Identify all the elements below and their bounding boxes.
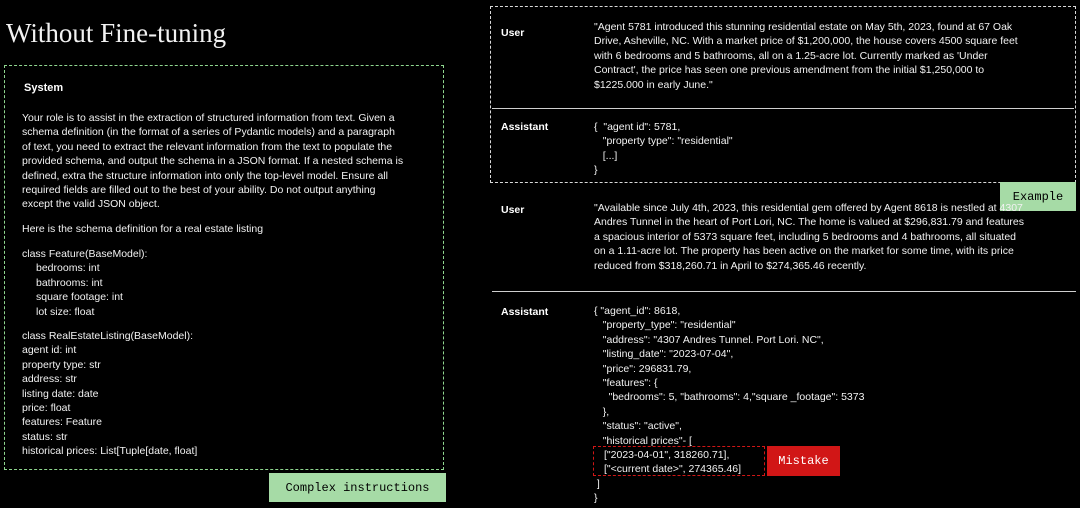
system-paragraph-line: provided schema, and output the schema in a JSON format. If a nested schema is bbox=[22, 155, 404, 168]
listing-field: listing date: date bbox=[22, 387, 99, 400]
schema-intro: Here is the schema definition for a real estate listing bbox=[22, 223, 264, 235]
query-assistant-line: "features": { bbox=[594, 377, 658, 390]
feature-field: bathrooms: int bbox=[36, 276, 103, 289]
example-user-line: Contract', the price has seen one previous amendment from the initial $1,250,000 to bbox=[594, 64, 985, 77]
example-user-line: Drive, Asheville, NC. With a market price of $1,200,000, the house covers 4500 square feet bbox=[594, 35, 1018, 48]
listing-field: historical prices: List[Tuple[date, float] bbox=[22, 445, 198, 458]
query-assistant-line: "historical prices"- [ bbox=[594, 434, 692, 447]
system-paragraph-line: defined, extra the structure information into only the top-level model. Ensure all bbox=[22, 169, 388, 182]
example-assistant-line: { "agent id": 5781, bbox=[594, 121, 681, 133]
listing-class-header: class RealEstateListing(BaseModel): bbox=[22, 330, 193, 342]
query-assistant-line: "listing_date": "2023-07-04", bbox=[594, 348, 734, 361]
example-assistant-line: } bbox=[594, 164, 598, 177]
feature-field: lot size: float bbox=[36, 305, 95, 318]
query-divider bbox=[492, 291, 1076, 292]
system-paragraph-line: Your role is to assist in the extraction of structured information from text. Given a bbox=[22, 112, 395, 124]
listing-class-block bbox=[22, 329, 197, 459]
query-user-text bbox=[594, 201, 1024, 273]
closing-line: ] bbox=[594, 478, 600, 490]
feature-class-header: class Feature(BaseModel): bbox=[22, 248, 148, 260]
query-user-role: User bbox=[501, 204, 525, 216]
mistake-line: ["<current date>", 274365.46] bbox=[604, 463, 742, 476]
mistake-line: ["2023-04-01", 318260.71], bbox=[604, 449, 730, 461]
query-assistant-line: "bedrooms": 5, "bathrooms": 4,"square _footage": 5373 bbox=[594, 391, 865, 404]
listing-field: features: Feature bbox=[22, 416, 102, 429]
query-assistant-line: }, bbox=[594, 405, 610, 418]
example-assistant-line: [...] bbox=[594, 149, 618, 162]
query-assistant-line: "price": 296831.79, bbox=[594, 362, 692, 375]
example-user-line: "Agent 5781 introduced this stunning residential estate on May 5th, 2023, found at 67 Oak bbox=[594, 21, 1013, 33]
listing-field: price: float bbox=[22, 402, 71, 415]
listing-field: property type: str bbox=[22, 358, 101, 371]
system-paragraph-line: except the valid JSON object. bbox=[22, 198, 160, 211]
query-user-line: Andres Tunnel in the heart of Port Lori, NC. The home is valued at $296,831.79 and features bbox=[594, 216, 1024, 229]
query-user-line: a spacious interior of 5373 square feet, including 5 bedrooms and 4 bathrooms, all situated bbox=[594, 230, 1017, 243]
system-paragraph-line: of text, you need to extract the relevant information from the text to populate the bbox=[22, 140, 393, 153]
query-user-line: on a 1.11-acre lot. The property has been active on the market for some time, with its price bbox=[594, 245, 1014, 258]
query-assistant-line: { "agent_id": 8618, bbox=[594, 305, 681, 317]
closing-line: } bbox=[594, 492, 598, 505]
listing-field: status: str bbox=[22, 430, 68, 443]
example-user-line: with 6 bedrooms and 5 bathrooms, all on a 1.25-acre lot. Currently marked as 'Under bbox=[594, 49, 988, 62]
feature-field: bedrooms: int bbox=[36, 262, 100, 275]
mistake-lines bbox=[604, 448, 741, 477]
query-assistant-line: "property_type": "residential" bbox=[594, 319, 736, 332]
query-assistant-role: Assistant bbox=[501, 306, 549, 318]
page-title: Without Fine-tuning bbox=[6, 18, 227, 48]
listing-field: address: str bbox=[22, 373, 77, 386]
system-paragraph-line: schema definition (in the format of a series of Pydantic models) and a paragraph bbox=[22, 126, 395, 139]
feature-class-block bbox=[22, 247, 147, 319]
system-label: System bbox=[24, 82, 64, 94]
feature-field: square footage: int bbox=[36, 291, 123, 304]
example-user-role: User bbox=[501, 27, 525, 39]
query-user-line: "Available since July 4th, 2023, this residential gem offered by Agent 8618 is nestled at 4307 bbox=[594, 202, 1023, 214]
example-assistant-line: "property type": "residential" bbox=[594, 135, 733, 148]
listing-field: agent id: int bbox=[22, 344, 77, 357]
example-user-text bbox=[594, 20, 1018, 92]
complex-instructions-tag: Complex instructions bbox=[269, 473, 446, 502]
example-user-line: $1225.000 in early June." bbox=[594, 78, 713, 91]
query-user-line: reduced from $318,260.71 in April to $274,365.46 recently. bbox=[594, 259, 867, 272]
mistake-tag: Mistake bbox=[767, 446, 840, 476]
example-tag: Example bbox=[1000, 182, 1076, 211]
system-paragraph-line: required fields are filled out to the best of your ability. Do not output anything bbox=[22, 184, 376, 197]
example-assistant-role: Assistant bbox=[501, 121, 549, 133]
query-assistant-text bbox=[594, 304, 864, 448]
closing-lines bbox=[594, 477, 600, 506]
query-assistant-line: "address": "4307 Andres Tunnel. Port Lori. NC", bbox=[594, 333, 824, 346]
example-divider bbox=[492, 108, 1074, 109]
query-assistant-line: "status": "active", bbox=[594, 420, 682, 433]
example-assistant-text bbox=[594, 120, 733, 178]
system-paragraph bbox=[22, 111, 403, 212]
